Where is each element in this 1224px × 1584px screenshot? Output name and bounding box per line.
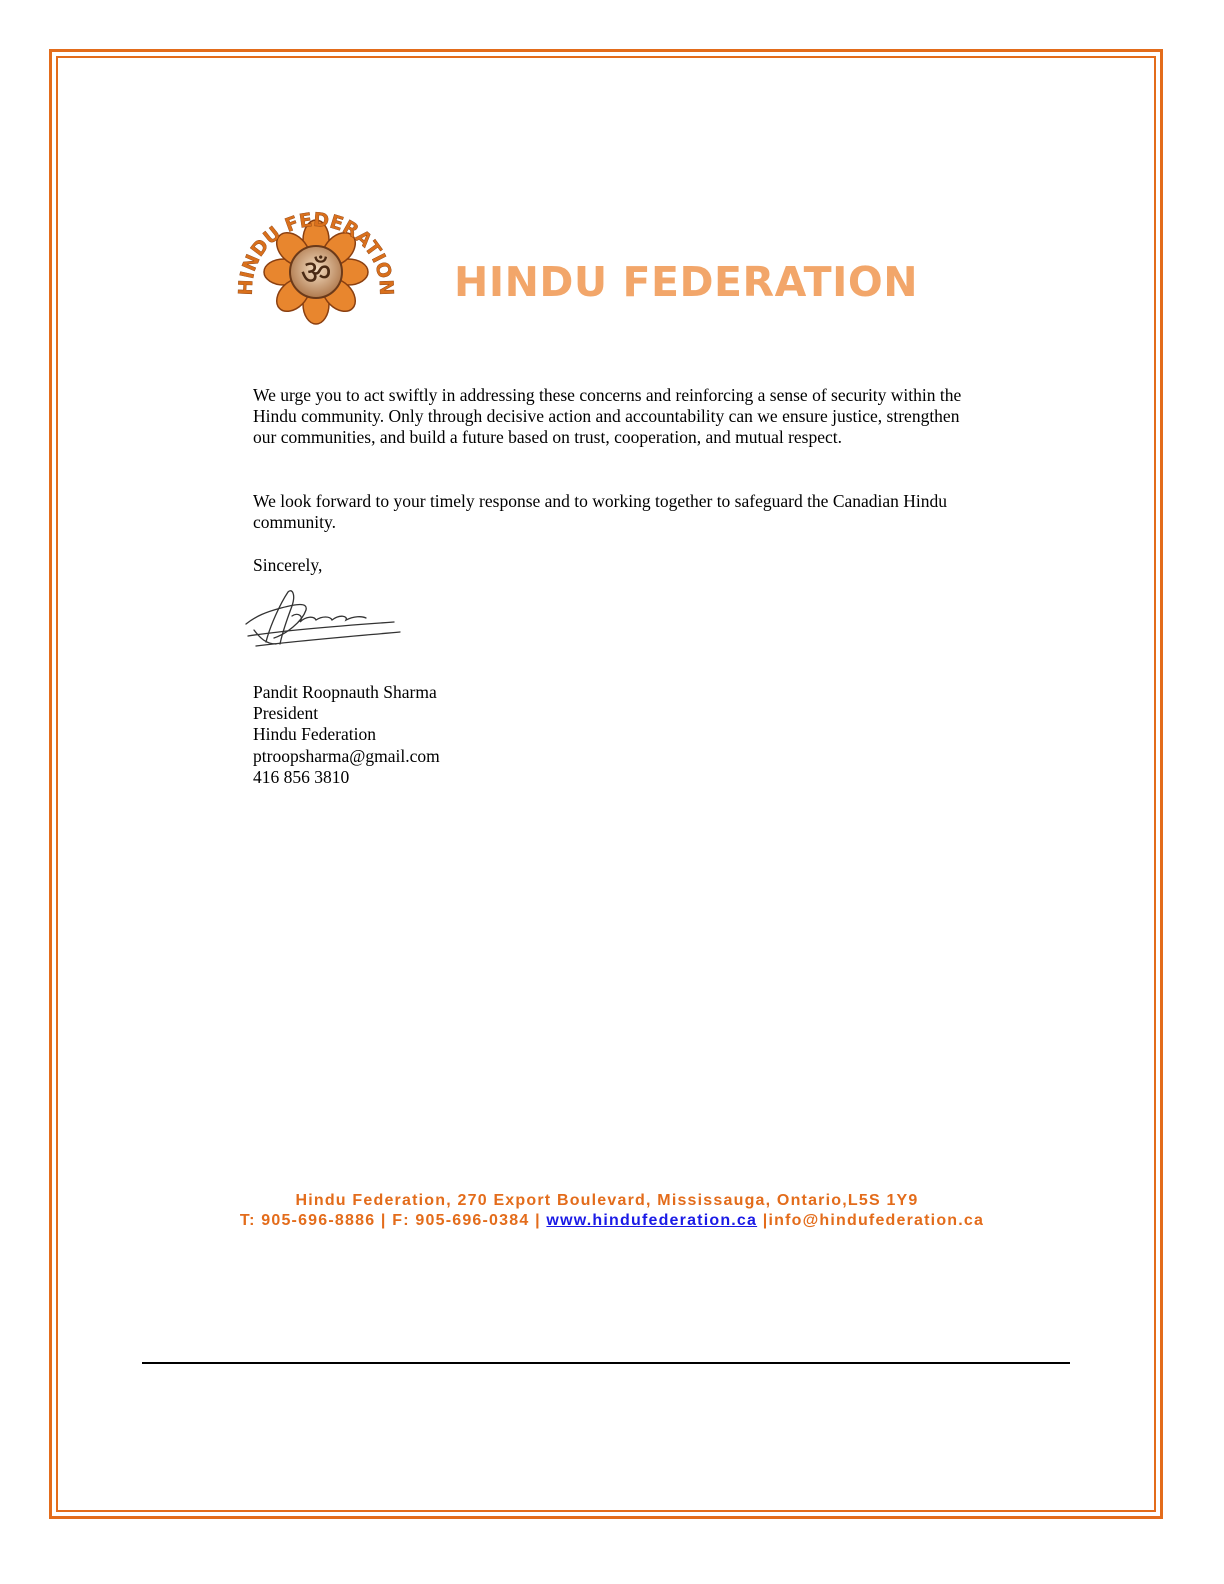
signatory-email[interactable]: ptroopsharma@gmail.com [253,745,440,766]
footer-divider [142,1362,1070,1364]
footer-email: |info@hindufederation.ca [757,1212,985,1229]
signatory-organization: Hindu Federation [253,724,376,745]
letter-paragraph-1: We urge you to act swiftly in addressing these concerns and reinforcing a sense of security within the Hindu community. Only through decisive action and accountability can we ensure justice, strengthen our communities, and build a future based on trust, cooperation, and mutual respect. [253,385,962,448]
footer-address: Hindu Federation, 270 Export Boulevard, Mississauga, Ontario,L5S 1Y9 [295,1192,919,1209]
svg-text:ॐ: ॐ [300,253,332,293]
footer-phone-fax: T: 905-696-8886 | F: 905-696-0384 | [239,1212,547,1229]
handwritten-signature [236,586,402,650]
letter-closing: Sincerely, [253,555,323,575]
signatory-name: Pandit Roopnauth Sharma [253,682,437,702]
signatory-phone: 416 856 3810 [253,766,350,787]
signature-block [253,682,440,788]
signatory-title: President [253,703,319,724]
letter-paragraph-2: We look forward to your timely response and to working together to safeguard the Canadian Hindu community. [253,491,948,533]
svg-text:HINDU FEDERATION: HINDU FEDERATION [234,208,398,296]
footer-website-link[interactable]: www.hindufederation.ca [546,1212,758,1229]
organization-title: HINDU FEDERATION [454,258,919,306]
hindu-federation-logo [232,196,400,344]
footer-contact-line [0,1212,1224,1230]
